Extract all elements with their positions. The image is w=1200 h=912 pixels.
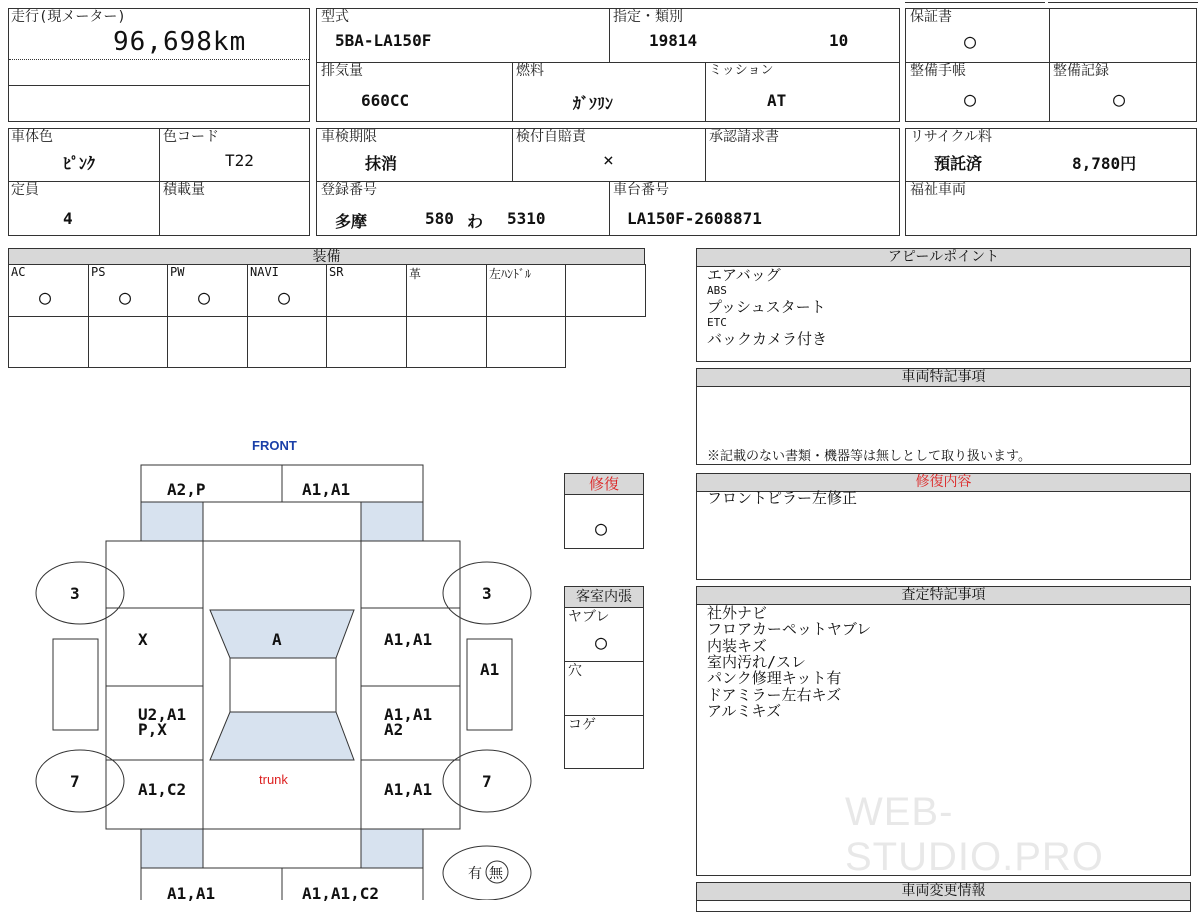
mileage-box [8,8,310,122]
left-rear: A1,C2 [138,780,187,799]
equipment-label: 左ﾊﾝﾄﾞﾙ [489,267,532,281]
change-info-panel [696,882,1191,912]
right-front-door: A1,A1 [384,630,433,649]
change-info-title: 車両変更情報 [697,883,1190,901]
diagram-front-label: FRONT [252,438,297,453]
designation-label: 指定・類別 [613,9,683,25]
equipment-cell [247,264,327,317]
appeal-line-2: ABS [707,284,727,297]
car-diagram-lines [0,430,560,900]
equipment-mark: ○ [39,285,52,309]
warranty-label: 保証書 [910,9,952,25]
equipment-cell [88,264,168,317]
equipment-cell [8,264,89,317]
equipment-label: AC [11,265,26,279]
color-code-label: 色コード [163,129,219,145]
tire-front-right: 3 [482,584,492,603]
fuel-value: ｶﾞｿﾘﾝ [573,94,614,113]
equipment-label: SR [329,265,344,279]
insurance-value: × [603,150,614,171]
chassis-value: LA150F-2608871 [627,209,762,228]
mileage-value: 96,698km [113,27,247,57]
recycle-box [905,128,1197,236]
appeal-title: アピールポイント [697,249,1190,267]
interior-box [564,586,644,769]
equipment-label: PS [91,265,106,279]
special-panel [696,368,1191,465]
repair-mark: ○ [595,516,608,540]
capacity-label: 定員 [11,182,39,198]
equipment-table [8,248,645,369]
mileage-label: 走行(現メーター) [11,9,126,25]
displacement-value: 660CC [361,91,410,110]
special-title: 車両特記事項 [697,369,1190,387]
equipment-empty-cell [486,316,566,368]
body-color-value: ﾋﾟﾝｸ [63,154,96,173]
repair-detail-text: フロントピラー左修正 [707,489,858,507]
right-rear-door-1: A1,A1 [384,705,433,724]
designation-value-2: 10 [829,31,849,50]
appeal-line-1: エアバッグ [707,266,781,284]
diagram-front-left: A2,P [167,480,206,499]
equipment-cell [486,264,566,317]
repair-detail-title: 修復内容 [697,474,1190,492]
assessment-line: 社外ナビ [707,604,768,622]
interior-row-3-label: コゲ [568,717,596,733]
approval-label: 承認請求書 [709,129,779,145]
transmission-value: AT [767,91,787,110]
equipment-label: PW [170,265,185,279]
equipment-cell [167,264,248,317]
maint-record-mark: ○ [1113,87,1126,111]
appeal-panel [696,248,1191,362]
rear-right: A1,A1,C2 [302,884,380,903]
interior-title: 客室内張 [565,587,643,608]
welfare-label: 福祉車両 [910,182,966,198]
model-value: 5BA-LA150F [335,31,432,50]
inspection-value: 抹消 [365,154,398,173]
maint-record-label: 整備記録 [1053,63,1109,79]
diagram-front-right: A1,A1 [302,480,351,499]
interior-row-1-label: ヤブレ [568,609,610,625]
interior-row-1-mark: ○ [595,630,608,654]
equipment-mark: ○ [278,285,291,309]
equipment-cell [326,264,407,317]
right-side: A1 [480,660,500,679]
appeal-line-5: バックカメラ付き [707,330,828,348]
watermark: WEB-STUDIO.PRO [845,790,1104,879]
rear-left: A1,A1 [167,884,216,903]
registration-label: 登録番号 [321,182,377,198]
equipment-empty-cell [8,316,89,368]
transmission-label: ミッション [709,63,774,78]
recycle-amount: 8,780円 [1072,154,1137,173]
registration-box [316,128,900,236]
repair-title: 修復 [565,474,643,495]
maint-book-label: 整備手帳 [910,63,966,79]
inspection-label: 車検期限 [321,129,377,145]
left-rear-door-1: U2,A1 [138,705,187,724]
documents-box [905,8,1197,122]
spare-yes: 有 [468,866,482,882]
recycle-status: 預託済 [934,154,983,173]
equipment-title: 装備 [8,248,645,265]
left-rear-door-2: P,X [138,720,167,739]
spare-no: 無 [489,866,503,882]
hood: A [272,630,282,649]
left-front-door: X [138,630,148,649]
model-label: 型式 [321,9,349,25]
maint-book-mark: ○ [964,87,977,111]
equipment-cell [565,264,646,317]
capacity-value: 4 [63,209,73,228]
chassis-label: 車台番号 [613,182,669,198]
insurance-label: 検付自賠責 [516,129,586,145]
right-rear: A1,A1 [384,780,433,799]
registration-kana: わ [467,212,484,231]
warranty-mark: ○ [964,29,977,53]
registration-class: 580 [425,209,454,228]
tire-front-left: 3 [70,584,80,603]
appeal-line-4: ETC [707,316,727,329]
assessment-line: フロアカーペットヤブレ [707,620,872,639]
color-code-value: T22 [225,151,254,170]
special-note: ※記載のない書類・機器等は無しとして取り扱います。 [707,449,1031,464]
assessment-line: 室内汚れ/スレ [707,652,807,671]
displacement-label: 排気量 [321,63,363,79]
appeal-line-3: プッシュスタート [707,298,826,316]
assessment-line: アルミキズ [707,701,782,720]
tire-rear-left: 7 [70,772,80,791]
equipment-mark: ○ [119,285,132,309]
equipment-empty-cell [247,316,327,368]
equipment-empty-cell [167,316,248,368]
recycle-label: リサイクル料 [910,129,993,145]
equipment-cell [406,264,487,317]
trunk-label: trunk [259,772,288,787]
assessment-line: パンク修理キット有 [707,669,842,688]
registration-number: 5310 [507,209,546,228]
equipment-label: 革 [409,267,422,281]
equipment-empty-cell [326,316,407,368]
equipment-mark: ○ [198,285,211,309]
body-box [8,128,310,236]
assessment-line: 内装キズ [707,636,767,655]
registration-area: 多摩 [335,212,368,231]
interior-row-2-label: 穴 [568,663,582,679]
assessment-title: 査定特記事項 [697,587,1190,605]
spec-box [316,8,900,122]
equipment-empty-cell [406,316,487,368]
tire-rear-right: 7 [482,772,492,791]
car-diagram [0,430,560,903]
right-rear-door-2: A2 [384,720,404,739]
assessment-line: ドアミラー左右キズ [707,685,842,704]
equipment-label: NAVI [250,265,279,279]
repair-box [564,473,644,549]
fuel-label: 燃料 [516,63,544,79]
designation-value-1: 19814 [649,31,698,50]
load-label: 積載量 [163,182,205,198]
equipment-empty-cell [88,316,168,368]
repair-detail-panel [696,473,1191,580]
body-color-label: 車体色 [11,129,53,145]
